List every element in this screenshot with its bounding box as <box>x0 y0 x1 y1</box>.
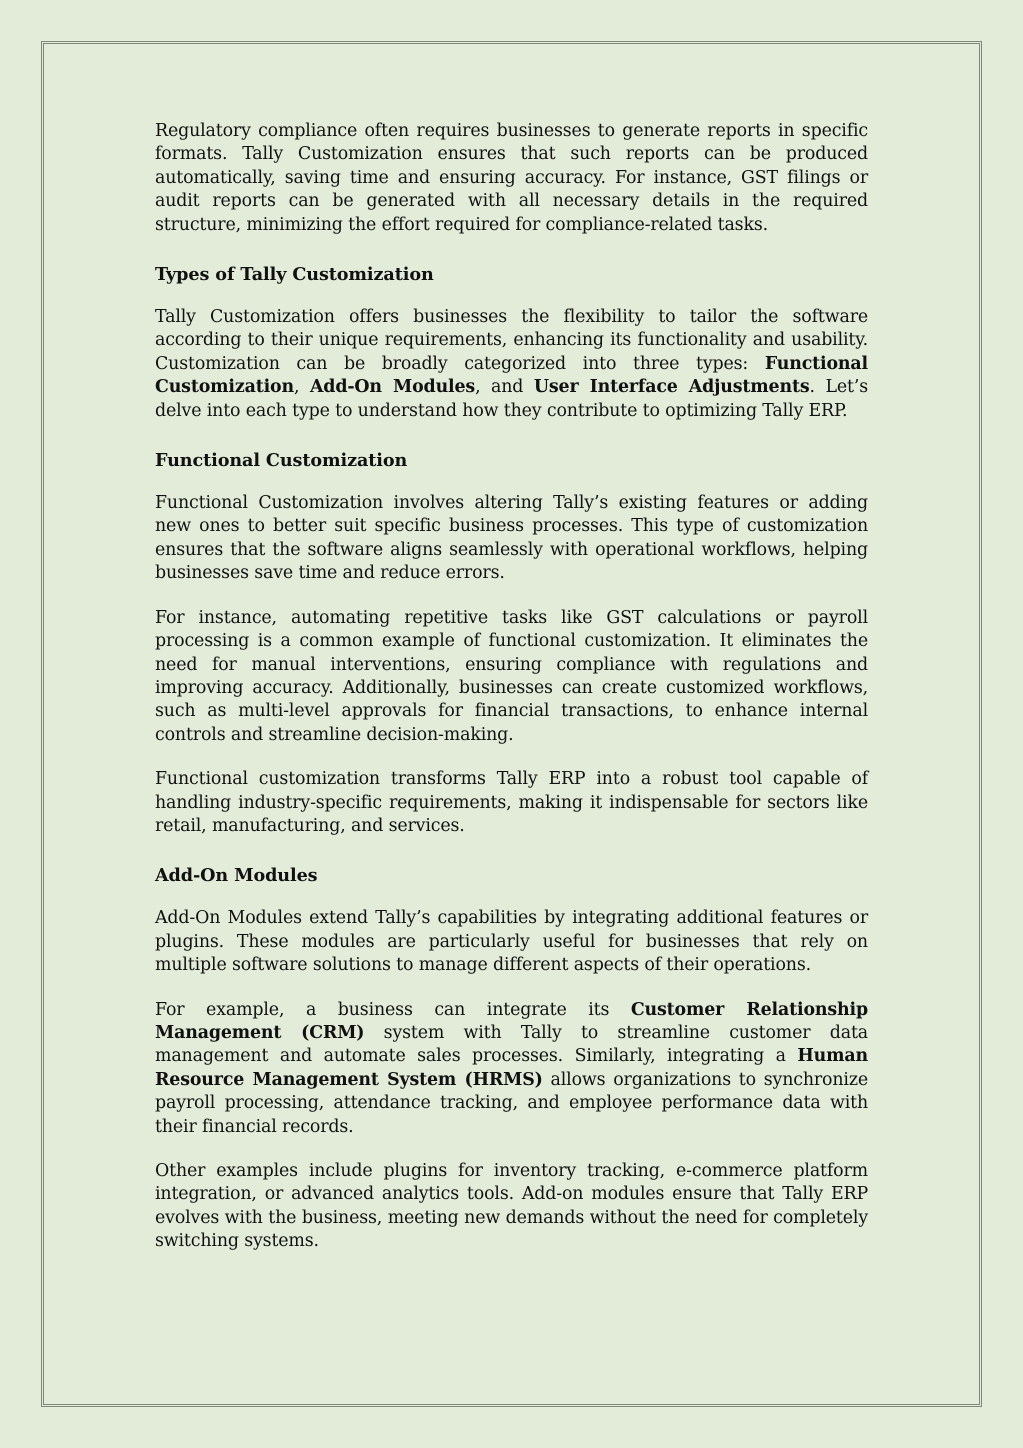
text-run: For example, a business can integrate its <box>155 999 631 1020</box>
bold-term-crm: Customer Relationship Management (CRM) <box>155 999 868 1043</box>
heading-functional-customization: Functional Customization <box>155 450 408 472</box>
bold-term-hrms: Human Resource Management System (HRMS) <box>155 1046 868 1090</box>
paragraph-compliance: Regulatory compliance often requires businesses to generate reports in specific formats. Tally Customization ensures that such reports can be produced automatically, saving time and ensuring accuracy. For instance, GST filings or audit reports can be generated with all necessary details in the required structure, minimizing the effort required for compliance-related tasks. <box>155 121 868 235</box>
heading-types-of-customization: Types of Tally Customization <box>155 264 434 286</box>
text-run: Tally Customization offers businesses the flexibility to tailor the software according to their unique requirements, enhancing its functionality and usability. Customization can be broadly categorized into three types: <box>155 307 868 374</box>
bold-term-add-on-modules: Add-On Modules <box>309 377 476 398</box>
text-run: , <box>294 377 310 398</box>
paragraph-addon-other-examples: Other examples include plugins for inventory tracking, e-commerce platform integration, or advanced analytics tools. Add-on modules ensure that Tally ERP evolves with the business, meeting new demands without the need for completely switching systems. <box>155 1161 868 1252</box>
text-run: , and <box>475 377 534 398</box>
bold-term-functional-customization: Functional Customization <box>155 353 868 398</box>
text-run: . Let’s delve into each type to understand how they contribute to optimizing Tally ERP. <box>155 377 868 421</box>
text-run: system with Tally to streamline customer data management and automate sales processes. Similarly, integrating a <box>155 1022 868 1067</box>
heading-add-on-modules: Add-On Modules <box>155 865 318 887</box>
bold-term-user-interface-adjustments: User Interface Adjustments <box>533 377 810 398</box>
text-run: allows organizations to synchronize payroll processing, attendance tracking, and employee performance data with their financial records. <box>155 1069 868 1137</box>
paragraph-functional-summary: Functional customization transforms Tally ERP into a robust tool capable of handling industry-specific requirements, making it indispensable for sectors like retail, manufacturing, and services. <box>155 769 868 836</box>
paragraph-functional-example: For instance, automating repetitive tasks like GST calculations or payroll processing is a common example of functional customization. It eliminates the need for manual interventions, ensuring compliance with regulations and improving accuracy. Additionally, businesses can create customized workflows, such as multi-level approvals for financial transactions, to enhance internal controls and streamline decision-making. <box>155 607 868 745</box>
document-body <box>155 120 868 1275</box>
paragraph-addon-example <box>155 999 868 1139</box>
paragraph-types-intro <box>155 306 868 423</box>
paragraph-addon-definition: Add-On Modules extend Tally’s capabilities by integrating additional features or plugins. These modules are particularly useful for businesses that rely on multiple software solutions to manage different aspects of their operations. <box>155 908 868 976</box>
paragraph-functional-definition: Functional Customization involves altering Tally’s existing features or adding new ones to better suit specific business processes. This type of customization ensures that the software aligns seamlessly with operational workflows, helping businesses save time and reduce errors. <box>155 493 868 584</box>
